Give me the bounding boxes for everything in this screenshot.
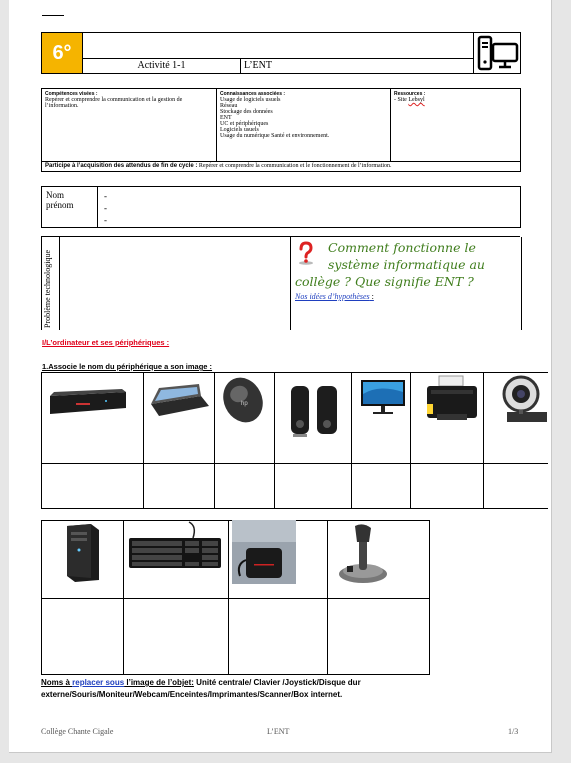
answer-cell[interactable] <box>411 464 484 509</box>
answer-cell[interactable] <box>275 464 352 509</box>
names-list: Unité centrale/ Clavier /Joystick/Disque dur externe/Souris/Moniteur/Webcam/Enceintes/Imprimantes/Scanner/Box internet. <box>41 678 361 699</box>
answer-cell[interactable] <box>484 464 549 509</box>
answer-cell[interactable] <box>215 464 275 509</box>
activity-label: Activité 1-1 <box>137 60 186 71</box>
ressources-title: Ressources : <box>394 91 426 97</box>
top-rule <box>42 15 64 16</box>
name-line[interactable]: - <box>104 203 107 213</box>
visees-text: Repérer et comprendre la communication et la gestion de l’information. <box>45 97 183 109</box>
assoc-item: Logiciels usuels <box>220 127 259 133</box>
hypotheses-text: Nos idées d’hypothèses <box>295 292 370 301</box>
topic-label: L’ENT <box>244 60 272 71</box>
visees-title: Compétences visées : <box>45 91 98 97</box>
header-vdivider <box>240 58 241 73</box>
computer-icon <box>477 35 519 71</box>
header-divider <box>83 58 473 59</box>
activity-header <box>41 32 521 74</box>
speakers-image <box>287 382 353 440</box>
svg-text:hp: hp <box>241 401 248 407</box>
assoc-item: Usage du numérique Santé et environnement. <box>220 133 330 139</box>
answer-cell[interactable] <box>42 464 144 509</box>
names-label-suffix: l’image de l’objet: <box>124 678 194 687</box>
name-line[interactable]: - <box>104 191 107 201</box>
answer-cell[interactable] <box>328 599 430 675</box>
problem-box <box>41 236 520 330</box>
competences-footer <box>42 161 520 171</box>
section-title: I/L’ordinateur et ses périphériques : <box>42 338 170 347</box>
grade-badge: 6° <box>42 33 83 73</box>
hard-drive-image <box>232 520 296 584</box>
keyboard-image <box>127 520 223 572</box>
joystick-image <box>333 522 391 586</box>
assoc-title: Connaissances associées : <box>220 91 286 97</box>
assoc-item: Réseau <box>220 103 238 109</box>
answer-cell[interactable] <box>42 599 124 675</box>
competences-table <box>41 88 521 172</box>
assoc-item: UC et périphériques <box>220 121 269 127</box>
name-box <box>41 186 521 228</box>
section-subtitle: 1.Associe le nom du périphérique a son image : <box>42 362 213 371</box>
question-mark-icon <box>297 241 315 265</box>
footer-bold: Participe à l’acquisition des attendus de fin de cycle : <box>45 163 198 169</box>
hypotheses-label <box>295 292 374 301</box>
answer-cell[interactable] <box>229 599 328 675</box>
ressources-site-link[interactable]: Lebsyl <box>408 97 425 103</box>
problem-question-area <box>290 237 522 330</box>
competences-visees <box>42 89 217 161</box>
footer-page: 1/3 <box>508 727 519 736</box>
scanner-image <box>149 382 211 422</box>
name-line[interactable]: - <box>104 215 107 225</box>
answer-cell[interactable] <box>124 599 229 675</box>
box-internet-image <box>46 384 130 420</box>
hypotheses-colon: : <box>369 292 374 301</box>
problem-side <box>42 237 60 330</box>
name-label: Nom prénom <box>42 187 98 227</box>
answer-cell[interactable] <box>144 464 215 509</box>
question-line-3: collège ? Que signifie ENT ? <box>295 274 474 289</box>
names-label-replacer: replacer sous <box>72 678 125 687</box>
question-line-2: système informatique au <box>328 257 485 272</box>
webcam-image <box>495 374 551 428</box>
assoc-item: Stockage des données <box>220 109 273 115</box>
answer-cell[interactable] <box>352 464 411 509</box>
connaissances-associees <box>217 89 391 161</box>
document-page <box>9 0 552 753</box>
question-line-1: Comment fonctionne le <box>328 240 476 255</box>
names-label-prefix: Noms à <box>41 678 73 687</box>
assoc-item: ENT <box>220 115 232 121</box>
computer-icon-box <box>473 33 521 73</box>
object-names-block <box>41 677 461 701</box>
footer-topic: L’ENT <box>267 727 290 736</box>
assoc-item: Usage de logiciels usuels <box>220 97 281 103</box>
ressources-prefix: - Site <box>394 97 409 103</box>
printer-image <box>423 374 481 428</box>
monitor-image <box>359 378 407 418</box>
tower-image <box>61 522 103 584</box>
problem-side-label: Problème technologique <box>43 250 52 328</box>
footer-school: Collège Chante Cigale <box>41 727 114 736</box>
footer-text: Repérer et comprendre la communication et le fonctionnement de l’information. <box>197 163 392 169</box>
ressources <box>391 89 520 161</box>
mouse-image <box>217 374 269 428</box>
